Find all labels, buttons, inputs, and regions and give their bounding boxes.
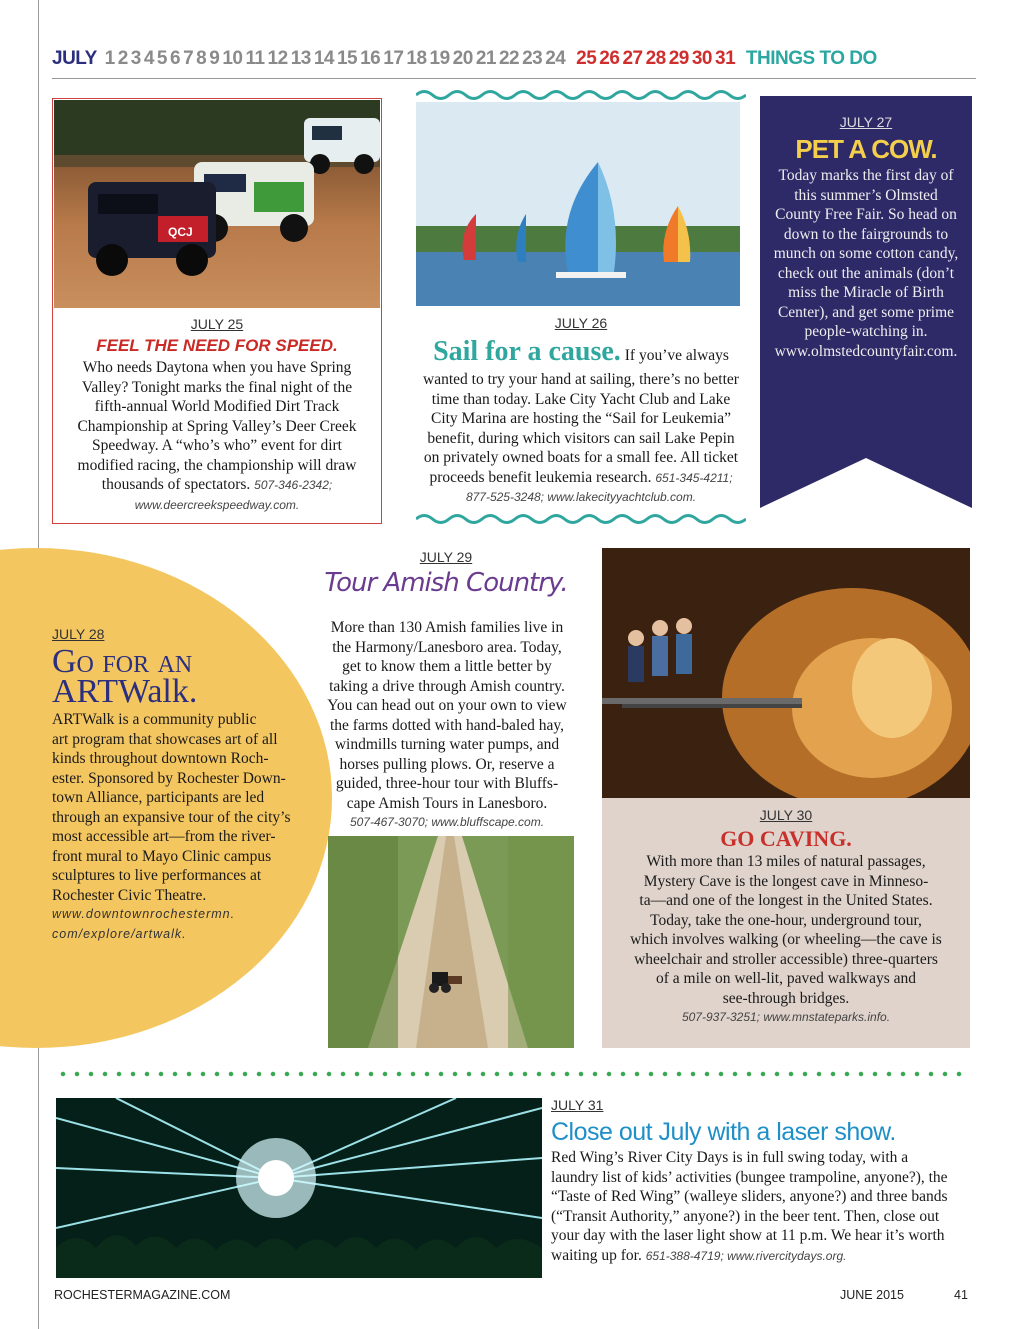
july29-body — [316, 618, 578, 833]
july27-body — [764, 166, 968, 361]
nav-day[interactable]: 1 — [104, 48, 115, 69]
nav-day-highlight[interactable]: 30 — [691, 48, 712, 69]
july27-headline: PET A COW. — [795, 134, 937, 164]
july25-line: thousands of spectators. — [101, 476, 251, 493]
nav-day-highlight[interactable]: 26 — [599, 48, 620, 69]
july31-line: laundry list of kids’ activities (bungee trampoline, anyone?), the — [551, 1168, 948, 1186]
nav-day[interactable]: 20 — [452, 48, 473, 69]
race-car-photo — [54, 100, 380, 308]
july29-line: get to know them a little better by — [342, 658, 552, 675]
july30-body — [608, 852, 964, 1028]
july25-line: Valley? Tonight marks the final night of the — [81, 378, 353, 396]
nav-month: JULY — [52, 48, 97, 69]
footer-site[interactable]: ROCHESTERMAGAZINE.COM — [54, 1288, 231, 1302]
mystery-cave-photo — [602, 548, 970, 798]
nav-day[interactable]: 16 — [360, 48, 381, 69]
nav-day-highlight[interactable]: 28 — [645, 48, 666, 69]
july28-line: sculptures to live performances at — [52, 867, 262, 884]
july27-line: down to the fairgrounds to — [783, 225, 949, 243]
july27-line: miss the Miracle of Birth — [788, 284, 944, 301]
july29-line: You can head out on your own to view — [327, 697, 567, 714]
july30-line: of a mile on well-lit, paved walkways and — [656, 970, 916, 987]
nav-day[interactable]: 22 — [498, 48, 520, 69]
july25-line: fifth-annual World Modified Dirt Track — [94, 398, 340, 415]
july30-line: see-through bridges. — [722, 989, 850, 1007]
nav-day[interactable]: 2 — [117, 48, 128, 69]
july30-line: ta—and one of the longest in the United States. — [639, 892, 933, 909]
july29-headline: Tour Amish Country. — [324, 568, 568, 598]
july27-line: County Free Fair. So head on — [775, 206, 957, 223]
july29-date: JULY 29 — [419, 549, 473, 565]
nav-day[interactable]: 12 — [267, 48, 288, 69]
july25-date: JULY 25 — [190, 316, 244, 332]
july26-line-last — [416, 468, 746, 489]
nav-day[interactable]: 15 — [336, 48, 358, 69]
july28-line: ARTWalk is a community public — [52, 711, 257, 728]
july28-url[interactable]: www.downtownrochestermn. — [52, 907, 236, 921]
nav-day[interactable]: 8 — [196, 48, 207, 69]
nav-days — [105, 48, 569, 69]
july29-line: the farms dotted with hand-baled hay, — [329, 716, 564, 734]
nav-day[interactable]: 21 — [475, 48, 496, 69]
july25-phone: 507-346-2342; — [254, 478, 333, 492]
july25-body — [54, 358, 380, 515]
nav-day[interactable]: 11 — [245, 48, 265, 69]
july28-line: through an expansive tour of the city’s — [52, 808, 291, 826]
july25-line: Championship at Spring Valley’s Deer Creek — [77, 417, 357, 435]
july31-line-last — [551, 1246, 981, 1267]
july27-line: Center), and get some prime — [777, 303, 955, 321]
july31-line: (“Transit Authority,” anyone?) in the beer tent. Then, close out — [551, 1207, 940, 1225]
july31-line: Red Wing’s River City Days is in full swing today, with a — [551, 1149, 909, 1166]
july28-line: Rochester Civic Theatre. — [52, 886, 207, 904]
july28-line: art program that showcases art of all — [52, 730, 278, 748]
july29-line: More than 130 Amish families live in — [330, 619, 564, 636]
nav-day[interactable]: 18 — [406, 48, 427, 69]
nav-day[interactable]: 6 — [170, 48, 181, 69]
july31-line: your day with the laser light show at 11 p.m. We hear it’s worth — [551, 1227, 945, 1244]
july25-line-last — [54, 475, 380, 496]
july28-headline-2: ARTWalk. — [52, 673, 198, 710]
july27-date: JULY 27 — [839, 114, 893, 130]
july31-line: waiting up for. — [551, 1246, 642, 1264]
july30-line: which involves walking (or wheeling—the cave is — [630, 931, 942, 948]
july26-line: on privately owned boats for a small fee. All ticket — [423, 449, 739, 466]
july27-line: people-watching in. — [804, 323, 928, 340]
nav-day[interactable]: 5 — [156, 48, 167, 69]
july29-line: horses pulling plows. Or, reserve a — [339, 755, 555, 773]
july25-line: Who needs Daytona when you have Spring — [82, 359, 352, 376]
laser-show-photo — [56, 1098, 542, 1278]
july30-line: Today, take the one-hour, underground tour, — [650, 911, 922, 929]
date-nav — [52, 48, 982, 72]
nav-day[interactable]: 24 — [545, 48, 566, 69]
nav-day-highlight[interactable]: 31 — [715, 48, 736, 69]
july31-url[interactable]: 651-388-4719; www.rivercitydays.org. — [645, 1248, 847, 1263]
july26-line: proceeds benefit leukemia research. — [429, 468, 652, 486]
july28-date: JULY 28 — [52, 626, 105, 642]
july26-date: JULY 26 — [554, 315, 608, 331]
july26-url[interactable]: 877-525-3248; www.lakecityyachtclub.com. — [465, 490, 697, 504]
july25-line: Speedway. A “who’s who” event for dirt — [92, 437, 342, 454]
nav-day-highlight[interactable]: 29 — [668, 48, 689, 69]
july27-url[interactable]: www.olmstedcountyfair.com. — [774, 342, 958, 360]
july26-headline: Sail for a cause. — [433, 336, 621, 367]
july29-line: taking a drive through Amish country. — [329, 677, 565, 695]
nav-divider — [52, 78, 976, 79]
july28-line: kinds throughout downtown Roch- — [52, 750, 269, 767]
july29-line: cape Amish Tours in Lanesboro. — [346, 794, 548, 812]
july26-line: City Marina are hosting the “Sail for Leukemia” — [430, 410, 731, 427]
nav-day[interactable]: 13 — [290, 48, 311, 69]
july30-url[interactable]: 507-937-3251; www.mnstateparks.info. — [681, 1010, 891, 1024]
july26-body — [416, 370, 746, 508]
nav-day[interactable]: 9 — [209, 48, 220, 69]
july26-line: wanted to try your hand at sailing, there’s no better — [423, 371, 739, 388]
nav-day[interactable]: 3 — [130, 48, 141, 69]
july31-line: “Taste of Red Wing” (walleye sliders, anyone?) and three bands — [551, 1188, 948, 1205]
amish-buggy-photo — [328, 836, 574, 1048]
footer-issue: JUNE 2015 — [840, 1288, 904, 1302]
july25-url[interactable]: www.deercreekspeedway.com. — [134, 497, 300, 512]
july30-date: JULY 30 — [759, 807, 813, 823]
nav-day[interactable]: 10 — [222, 48, 243, 69]
july26-lead-row — [416, 336, 746, 368]
july31-date: JULY 31 — [551, 1097, 604, 1113]
nav-day[interactable]: 14 — [313, 48, 334, 69]
july28-line: ester. Sponsored by Rochester Down- — [52, 769, 286, 787]
july29-line: the Harmony/Lanesboro area. Today, — [332, 638, 562, 656]
july28-line: front mural to Mayo Clinic campus — [52, 847, 272, 865]
nav-day[interactable]: 4 — [143, 48, 154, 69]
july31-headline: Close out July with a laser show. — [551, 1118, 896, 1146]
nav-day-highlight[interactable]: 25 — [576, 48, 597, 69]
july27-line: this summer’s Olmsted — [794, 186, 938, 204]
nav-day[interactable]: 7 — [183, 48, 194, 69]
nav-day[interactable]: 19 — [429, 48, 450, 69]
wave-top — [416, 88, 746, 102]
july28-body — [52, 710, 302, 944]
july26-line: benefit, during which visitors can sail Lake Pepin — [427, 429, 735, 447]
july26-line: time than today. Lake City Yacht Club and Lake — [431, 390, 731, 408]
july28-url-cont[interactable]: com/explore/artwalk. — [52, 926, 187, 941]
july30-line: With more than 13 miles of natural passages, — [646, 853, 926, 870]
july28-line: most accessible art—from the river- — [52, 828, 276, 845]
svg-text:QCJ: QCJ — [168, 225, 193, 239]
nav-day-highlight[interactable]: 27 — [622, 48, 643, 69]
july28-line: town Alliance, participants are led — [52, 789, 265, 806]
july27-line: munch on some cotton candy, — [773, 245, 959, 262]
dotted-divider — [56, 1071, 966, 1077]
nav-day[interactable]: 23 — [522, 48, 543, 69]
nav-section-title: THINGS TO DO — [745, 48, 877, 69]
july31-body — [551, 1148, 981, 1266]
july27-line: check out the animals (don’t — [777, 264, 955, 282]
july30-line: Mystery Cave is the longest cave in Minneso- — [643, 872, 929, 890]
nav-day[interactable]: 17 — [383, 48, 404, 69]
july29-url[interactable]: 507-467-3070; www.bluffscape.com. — [349, 815, 545, 829]
july25-headline: FEEL THE NEED FOR SPEED. — [96, 336, 338, 355]
july29-line: windmills turning water pumps, and — [334, 736, 560, 753]
july25-line: modified racing, the championship will draw — [77, 456, 357, 474]
july28-headline-1: Go for an — [52, 643, 193, 680]
july27-line: Today marks the first day of — [778, 167, 954, 184]
july26-lead: If you’ve always — [624, 347, 729, 364]
july29-line: guided, three-hour tour with Bluffs- — [335, 775, 559, 792]
nav-highlight-days — [576, 48, 738, 69]
footer-page-number: 41 — [954, 1288, 968, 1302]
wave-bottom — [416, 512, 746, 526]
july26-phone: 651-345-4211; — [655, 470, 733, 485]
sailboats-photo — [416, 102, 740, 306]
july30-headline: GO CAVING. — [720, 826, 852, 851]
july30-line: wheelchair and stroller accessible) three-quarters — [634, 950, 938, 968]
